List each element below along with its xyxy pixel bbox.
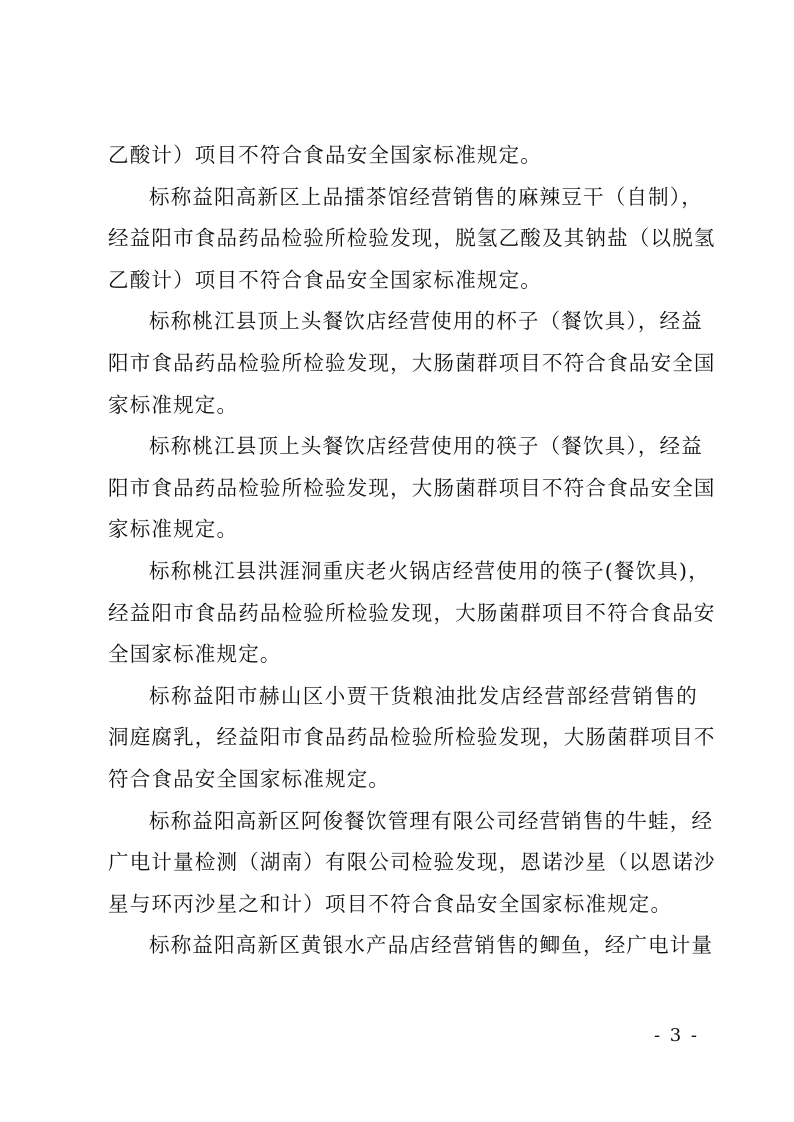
text-line: 标称益阳市赫山区小贾干货粮油批发店经营部经营销售的 — [149, 683, 698, 708]
text-line: 乙酸计）项目不符合食品安全国家标准规定。 — [108, 143, 542, 167]
text-line: 全国家标准规定。 — [108, 642, 282, 667]
body-text — [108, 135, 716, 967]
text-line: 星与环丙沙星之和计）项目不符合食品安全国家标准规定。 — [108, 891, 673, 916]
text-line: 洞庭腐乳，经益阳市食品药品检验所检验发现，大肠菌群项目不 — [108, 725, 716, 750]
text-line: 标称桃江县顶上头餐饮店经营使用的筷子（餐饮具），经益 — [149, 434, 703, 459]
text-line: 标称益阳高新区阿俊餐饮管理有限公司经营销售的牛蛙，经 — [149, 808, 714, 833]
text-line: 乙酸计）项目不符合食品安全国家标准规定。 — [108, 267, 542, 292]
text-line: 广电计量检测（湖南）有限公司检验发现，恩诺沙星（以恩诺沙 — [108, 850, 716, 875]
text-line: 标称益阳高新区上品擂茶馆经营销售的麻辣豆干（自制）， — [149, 184, 703, 209]
text-line: 标称桃江县顶上头餐饮店经营使用的杯子（餐饮具），经益 — [149, 309, 703, 334]
text-line: 经益阳市食品药品检验所检验发现，大肠菌群项目不符合食品安 — [108, 600, 716, 625]
text-line: 家标准规定。 — [108, 392, 239, 417]
text-line: 标称益阳高新区黄银水产品店经营销售的鲫鱼，经广电计量 — [149, 933, 714, 958]
page-number: - 3 - — [653, 1025, 699, 1046]
text-line: 阳市食品药品检验所检验发现，大肠菌群项目不符合食品安全国 — [108, 475, 716, 500]
text-line: 符合食品安全国家标准规定。 — [108, 766, 391, 791]
text-line: 标称桃江县洪涯洞重庆老火锅店经营使用的筷子(餐饮具)， — [149, 558, 710, 583]
text-line: 家标准规定。 — [108, 517, 239, 542]
text-line: 阳市食品药品检验所检验发现，大肠菌群项目不符合食品安全国 — [108, 350, 716, 375]
text-line: 经益阳市食品药品检验所检验发现，脱氢乙酸及其钠盐（以脱氢 — [108, 226, 716, 251]
